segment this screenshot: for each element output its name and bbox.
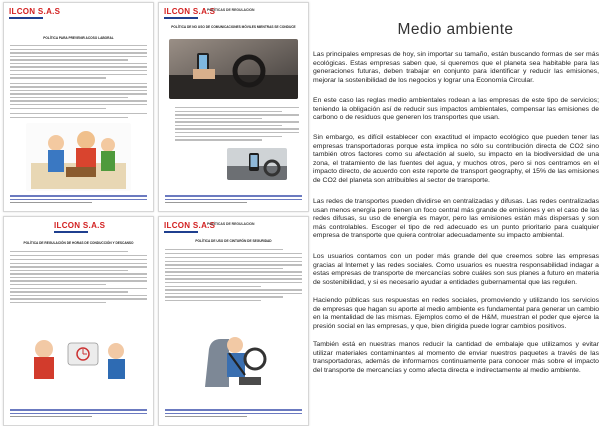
policy-body-text — [10, 45, 147, 120]
policy-heading: POLÍTICA DE NO USO DE COMUNICACIONES MÓVILES MIENTRAS SE CONDUCE — [171, 25, 296, 29]
phone-car-photo — [227, 148, 287, 180]
article-paragraph: Las redes de transportes pueden dividirse en centralizadas y difusas. Las redes centralizadas usan menos energía pero tienen un foco central más grande de emisiones y en el caso de las redes difusas, su uso de energía es mayor, pero las emisiones están más dispersas y son más controlables. Escoger el tipo de red adecuado es un punto prioritario para cualquier empresa de transporte que quiera controlar adecuadamente su impacto ambiental. — [313, 198, 599, 240]
article-paragraph: Los usuarios contamos con un poder más grande del que creemos sobre las empresas gracias al Internet y las redes sociales. Como usuarios es nuestra responsabilidad indagar a estas empresas de transporte de mercancías sobre cuáles son sus planes a futuro en materia de sostenibilidad, y si es necesario ayudar a entidades gubernamental que las regulen. — [313, 253, 599, 286]
policy-body-text — [10, 251, 147, 305]
article-paragraph: Sin embargo, es difícil establecer con exactitud el impacto ecológico que pueden tener las empresas transportadoras porque esta implica no sólo su contribución directa de CO2 sino también otros factores como su afectación al suelo, su impacto en la biodiversidad de una zona, el tratamiento de las fuentes del agua, y muchos otros, pero si nos centramos en el impacto directo, de acuerdo con este reporte de transport geography, el 15% de las emisiones de CO2 del planeta son atribuibles al sector de transporte. — [313, 134, 599, 184]
page-footer — [165, 409, 302, 419]
page-footer — [165, 195, 302, 205]
policy-page-title: POLÍTICAS DE REGULACION — [207, 222, 255, 226]
article-paragraph: En este caso las reglas medio ambientales rodean a las empresas de este tipo de servicios; teniendo la obligación así de reducir sus impactos ambientales, compensar las emisiones de carbono o de residuos que generen los transportes que usan. — [313, 97, 599, 122]
article-paragraph: Haciendo públicas sus respuestas en redes sociales, promoviendo y utilizando los servicios de empresas que hagan su aporte al medio ambiente es fundamental para generar un cambio en la mentalidad de las mismas. Ejemplos como el de H&M, muestran el poder que ejerce la presión social en las empresas, y que, bien dirigida puede lograr cambios positivos. — [313, 297, 599, 330]
article-paragraph: También está en nuestras manos reducir la cantidad de embalaje que utilizamos y evitar utilizar materiales contaminantes al momento de enviar nuestros paquetes a través de las transportadoras, además de informarnos continuamente para conocer más sobre el impacto del transporte de mercancías y como afecta directa e indirectamente al medio ambiente. — [313, 341, 599, 374]
policy-page-thumbnail — [3, 2, 154, 212]
driver-phone-photo — [169, 39, 298, 99]
seatbelt-illustration — [195, 329, 269, 389]
policy-body-text — [165, 249, 302, 303]
company-logo: ILCON S.A.S — [9, 7, 60, 19]
company-logo: ILCON S.A.S — [164, 7, 215, 19]
page-footer — [10, 409, 147, 419]
policy-page-thumbnail — [3, 216, 154, 426]
article-column — [313, 0, 598, 424]
page-footer — [10, 195, 147, 205]
policy-page-thumbnail — [158, 2, 309, 212]
policy-page-thumbnail — [158, 216, 309, 426]
policy-heading: POLÍTICA DE REGULACIÓN DE HORAS DE CONDUCCIÓN Y DESCANSO — [23, 241, 134, 245]
article-title: Medio ambiente — [397, 21, 514, 38]
cartoon-illustration — [26, 123, 131, 191]
policy-heading: POLÍTICA DE USO DE CINTURÓN DE SEGURIDAD — [195, 239, 272, 243]
company-logo: ILCON S.A.S — [164, 221, 215, 233]
policy-page-title: POLÍTICAS DE REGULACION — [207, 8, 255, 12]
company-logo: ILCON S.A.S — [54, 221, 105, 233]
article-paragraph: Las principales empresas de hoy, sin importar su tamaño, están buscando formas de ser más ecológicas. Estas empresas saben que, si queremos que el planeta sea habitable para las generaciones futuras, deben trabajar en conjunto para identificar y reducir las emisiones, mejorar la sostenibilidad de los negocios y lograr una Economía Circular. — [313, 51, 599, 84]
tired-driver-illustration — [22, 329, 134, 387]
policy-heading: POLÍTICA PARA PREVENIR ACOSO LABORAL — [43, 36, 114, 40]
policy-bullet-list — [175, 107, 299, 143]
